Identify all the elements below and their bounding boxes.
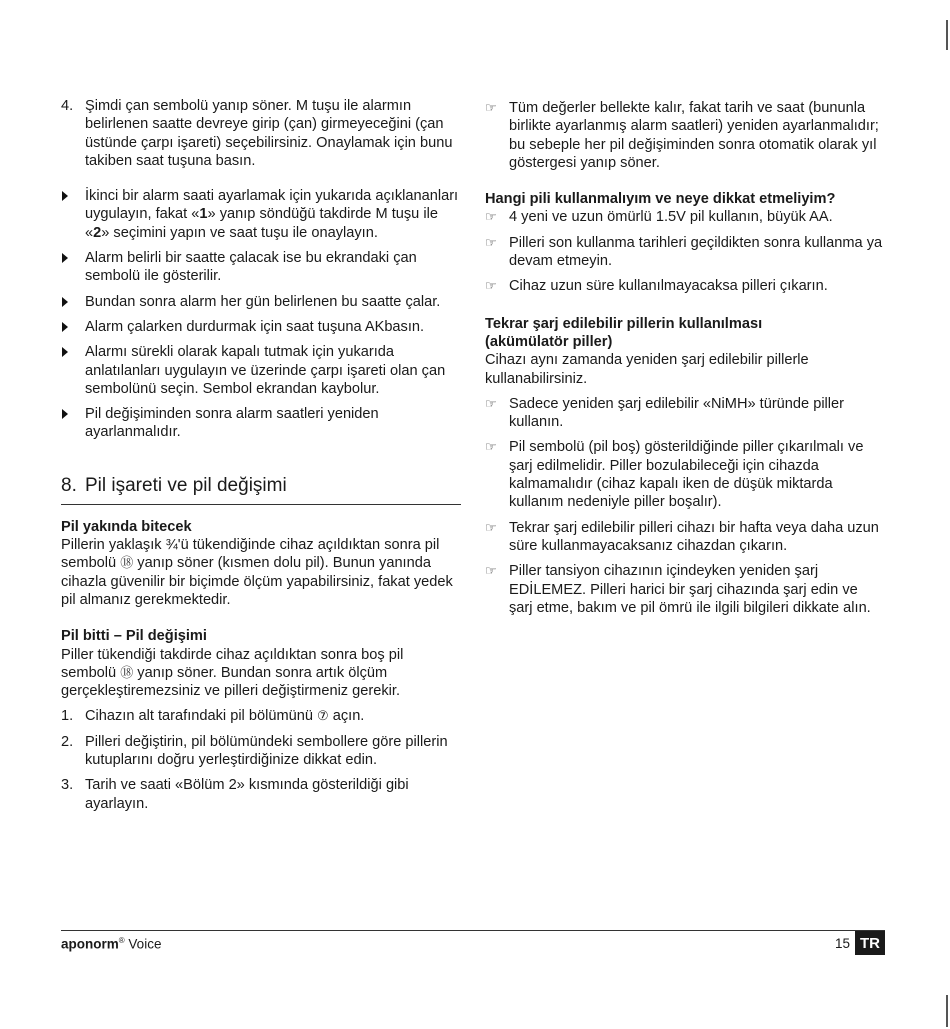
low-battery-text	[61, 536, 461, 609]
rechargeable-heading	[485, 315, 883, 352]
triangle-bullet-icon	[62, 297, 68, 307]
paragraph-text: Pillerin yaklaşık ¾'ü tükendiğinde cihaz açıldıktan sonra pil sembolü	[61, 537, 440, 572]
battery-empty-heading: Pil bitti – Pil değişimi	[61, 628, 207, 645]
bullet-second-alarm	[61, 187, 461, 242]
right-column	[485, 99, 883, 624]
bullet-item	[61, 343, 461, 398]
heading-line: Tekrar şarj edilebilir pillerin kullanılması	[485, 315, 763, 332]
pointing-hand-icon: ☞	[485, 234, 497, 250]
rechargeable-intro: Cihazı aynı zamanda yeniden şarj edilebilir pillerle kullanabilirsiniz.	[485, 352, 809, 387]
note-memory	[485, 99, 883, 172]
triangle-bullet-icon	[62, 409, 68, 419]
left-column	[61, 97, 461, 820]
bullet-text: Alarm belirli bir saatte çalacak ise bu ekrandaki çan sembolü ile gösterilir.	[85, 250, 417, 285]
step-3	[61, 776, 461, 813]
which-battery-heading: Hangi pili kullanmalıyım ve neye dikkat etmeliyim?	[485, 191, 836, 208]
bullet-text: Pil değişiminden sonra alarm saatleri yeniden ayarlanmalıdır.	[85, 406, 379, 441]
heading-line: (akümülatör piller)	[485, 333, 613, 350]
pointing-hand-icon: ☞	[485, 563, 497, 579]
note-text: Tüm değerler bellekte kalır, fakat tarih ve saat (bununla birlikte ayarlanmış alarm saatleri) yeniden ayarlanmalıdır; bu sebeple her pil değişiminden sonra otomatik olarak yıl göstergesi yanıp söner.	[509, 100, 879, 171]
paragraph-text: yanıp söner. Bundan sonra artık ölçüm gerçekleştiremezsiniz ve pilleri değiştirmeniz gerekir.	[61, 664, 401, 700]
step-text: Şimdi çan sembolü yanıp söner. M tuşu ile alarmın belirlenen saatte devreye girip (çan) girmeyeceğini (çan üstünde çarpı işareti) seçebilirsiniz. Onaylamak için bunu takiben saat tuşuna basın.	[85, 98, 453, 169]
step-number: 1.	[61, 708, 74, 725]
registered-mark: ®	[118, 936, 125, 945]
section-title: Pil işareti ve pil değişimi	[85, 474, 287, 496]
bullet-text: » yanıp söndüğü takdirde M tuşu ile «	[85, 206, 438, 241]
note-text: Pilleri son kullanma tarihleri geçildikten sonra kullanma ya devam etmeyin.	[509, 234, 883, 270]
note-text: 4 yeni ve uzun ömürlü 1.5V pil kullanın, büyük AA.	[509, 209, 833, 226]
page-number: 15	[835, 936, 851, 951]
note-item	[485, 208, 883, 226]
step-number: 3.	[61, 777, 74, 794]
brand-logo-text: aponorm	[61, 936, 119, 952]
pointing-hand-icon: ☞	[485, 439, 497, 455]
note-text: Cihaz uzun süre kullanılmayacaksa pilleri çıkarın.	[509, 278, 828, 295]
pointing-hand-icon: ☞	[485, 519, 497, 535]
step-2	[61, 733, 461, 770]
bullet-text: Alarmı sürekli olarak kapalı tutmak için yukarıda anlatılanları uygulayın ve üzerinde çarpı işareti olan çan sembolünü seçin. Sembol ekrandan kaybolur.	[85, 344, 446, 397]
footer-rule	[61, 930, 885, 931]
bold-number: 2	[93, 224, 102, 241]
note-text: Pil sembolü (pil boş) gösterildiğinde piller çıkarılmalı ve şarj edilmelidir. Piller bozulabileceği için cihazda kalmamalıdır (cihaz kapalı iken de düşük miktarda kullanım nedeniyle piller boşalır).	[509, 439, 864, 511]
note-item	[485, 395, 883, 432]
pointing-hand-icon: ☞	[485, 395, 497, 411]
bullet-item	[61, 293, 461, 311]
triangle-bullet-icon	[62, 191, 68, 201]
step-text: Tarih ve saati «Bölüm 2» kısmında gösterildiği gibi ayarlayın.	[85, 777, 409, 812]
step-4	[61, 97, 461, 170]
pointing-hand-icon: ☞	[485, 209, 497, 225]
step-text: açın.	[328, 708, 365, 725]
triangle-bullet-icon	[62, 253, 68, 263]
bullet-text: İkinci bir alarm saati ayarlamak için yukarıda açıklananları uygulayın, fakat «	[85, 188, 459, 223]
bullet-item	[61, 318, 461, 336]
note-item	[485, 519, 883, 556]
crop-mark-top	[946, 20, 948, 50]
step-text: Pilleri değiştirin, pil bölümündeki sembollere göre pillerin kutuplarını doğru yerleştirdiğinize dikkat edin.	[85, 733, 448, 769]
paragraph-text: Piller tükendiği takdirde cihaz açıldıktan sonra boş pil sembolü	[61, 646, 404, 681]
section-heading	[61, 474, 461, 505]
note-text: Sadece yeniden şarj edilebilir «NiMH» türünde piller kullanın.	[509, 395, 845, 431]
note-item	[485, 234, 883, 271]
note-item	[485, 562, 883, 617]
pointing-hand-icon: ☞	[485, 100, 497, 115]
paragraph-text: yanıp söner (kısmen dolu pil). Bunun yanında cihazla güvenilir bir biçimde ölçüm yapabilirsiniz, fakat yedek pil almanız gerekmektedir.	[61, 555, 453, 608]
brand-name	[61, 936, 161, 952]
note-item	[485, 438, 883, 511]
note-text: Tekrar şarj edilebilir pilleri cihazı bir hafta veya daha uzun süre kullanmayacaksanız cihazdan çıkarın.	[509, 519, 879, 554]
note-item	[485, 277, 883, 295]
triangle-bullet-icon	[62, 347, 68, 357]
bullet-text: Bundan sonra alarm her gün belirlenen bu saatte çalar.	[85, 293, 441, 310]
battery-empty-text	[61, 646, 461, 701]
ref-18-icon: ⑱	[120, 555, 134, 571]
product-name: Voice	[124, 936, 162, 952]
step-1	[61, 707, 461, 725]
triangle-bullet-icon	[62, 322, 68, 332]
ref-18-icon: ⑱	[120, 664, 134, 680]
step-number: 4.	[61, 98, 74, 114]
bullet-text: Alarm çalarken durdurmak için saat tuşuna AKbasın.	[85, 318, 425, 335]
bold-number: 1	[199, 206, 208, 223]
language-badge: TR	[855, 931, 885, 955]
low-battery-heading: Pil yakında bitecek	[61, 518, 192, 535]
pointing-hand-icon: ☞	[485, 278, 497, 294]
bullet-text: » seçimini yapın ve saat tuşu ile onaylayın.	[101, 224, 378, 241]
bullet-item	[61, 405, 461, 442]
step-number: 2.	[61, 733, 74, 750]
bullet-item	[61, 249, 461, 286]
note-text: Piller tansiyon cihazının içindeyken yeniden şarj EDİLEMEZ. Pilleri harici bir şarj cihazında şarj edin ve şarj etme, bakım ve pil ömrü ile ilgili bilgileri dikkate alın.	[509, 563, 871, 616]
section-number: 8.	[61, 474, 77, 496]
ref-7-icon: ⑦	[317, 708, 329, 724]
step-text: Cihazın alt tarafındaki pil bölümünü	[85, 708, 318, 725]
crop-mark-bottom	[946, 995, 948, 1027]
